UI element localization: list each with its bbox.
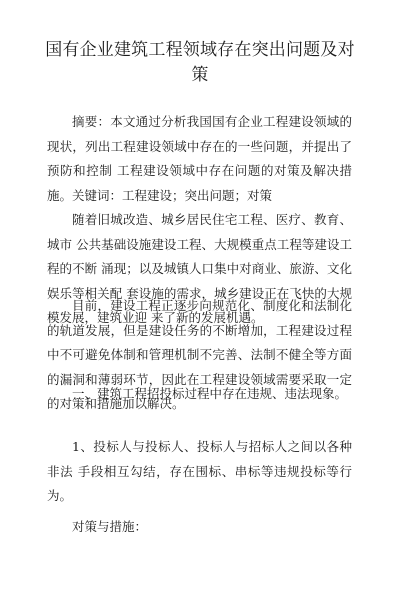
keywords-paragraph: 关键词：工程建设；突出问题；对策 — [72, 188, 273, 203]
intro-paragraph: 随着旧城改造、城乡居民住宅工程、医疗、教育、城市 公共基础设施建设工程、大规模重点工程等建设工程的不断 涌现；以及城镇人口集中对商业、旅游、文化娱乐等相关配 套设施的需求，城乡建设正在飞快的大规模发展，建筑业迎 来了新的发展机遇。 — [47, 212, 352, 325]
current-situation-paragraph: 目前，建设工程正逐步向规范化、制度化和法制化的轨道发展，但是建设任务的不断增加，工程建设过程中不可避免体制和管理机制不完善、法制不健全等方面的漏洞和薄弱环节，因此在工程建设领域需要采取一定的对策和措施加以解决。 — [47, 298, 352, 411]
document-title: 国有企业建筑工程领域存在突出问题及对策 — [45, 40, 355, 85]
abstract-paragraph: 摘要：本文通过分析我国国有企业工程建设领域的现状，列出工程建设领域中存在的一些问题，并提出了预防和控制 工程建设领域中存在问题的对策及解决措施。 — [47, 114, 352, 203]
item-1-paragraph: 1、投标人与投标人、投标人与招标人之间以各种非法 手段相互勾结，存在围标、串标等违规投标等行为。 — [47, 439, 352, 503]
measures-heading: 对策与措施： — [72, 519, 148, 534]
section-heading-1: 一、建筑工程招投标过程中存在违规、违法现象。 — [72, 386, 348, 401]
